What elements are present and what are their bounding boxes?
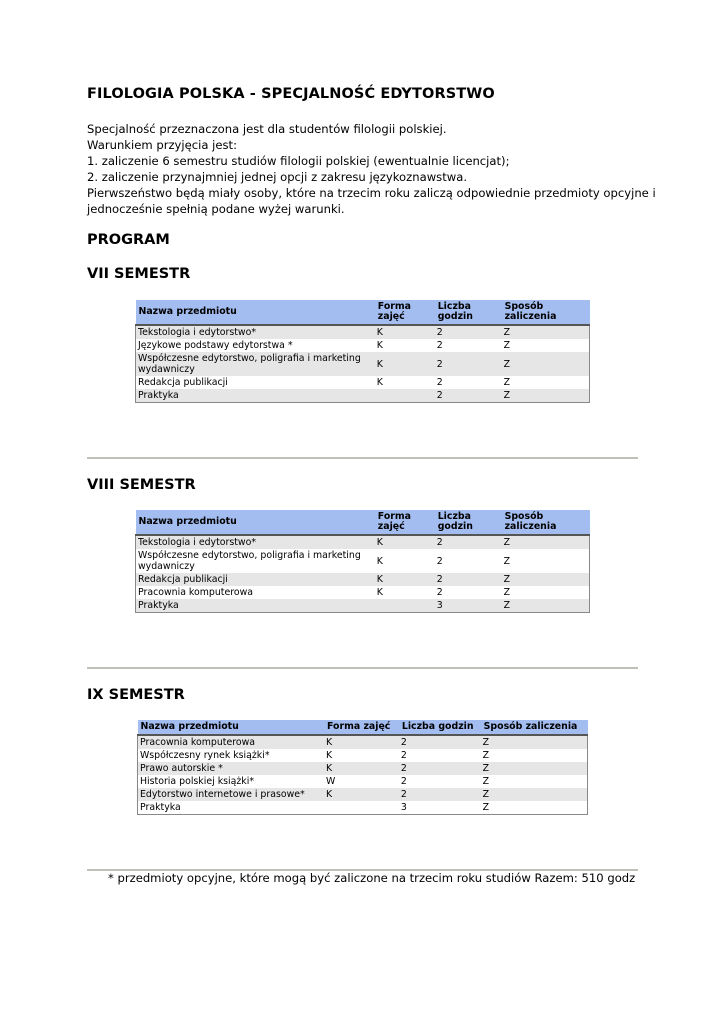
table-cell: K [375, 352, 435, 376]
table-cell: 2 [435, 535, 502, 549]
intro-line: Warunkiem przyjęcia jest: [87, 138, 237, 152]
table-cell: Praktyka [138, 801, 325, 815]
semester-table [135, 510, 590, 613]
table-cell: Z [481, 749, 588, 762]
table-cell: Z [481, 735, 588, 749]
table-row [136, 352, 590, 376]
table-cell: K [375, 339, 435, 352]
table-cell: Pracownia komputerowa [138, 735, 325, 749]
column-header: Forma zajęć [324, 720, 399, 735]
table-row [138, 762, 588, 775]
column-header: Liczba godzin [435, 510, 502, 535]
table-row [138, 735, 588, 749]
table-row [136, 389, 590, 403]
table-cell: 2 [435, 325, 502, 339]
semester-heading: IX SEMESTR [87, 687, 185, 703]
table-cell: 3 [399, 801, 481, 815]
table-cell: Z [502, 549, 590, 573]
table-cell: Z [502, 325, 590, 339]
table-cell: K [375, 325, 435, 339]
table-cell: K [375, 535, 435, 549]
column-header: Nazwa przedmiotu [136, 510, 375, 535]
table-cell: K [324, 749, 399, 762]
table-header-row [138, 720, 588, 735]
table-cell: Prawo autorskie * [138, 762, 325, 775]
table-cell: 2 [399, 749, 481, 762]
table-cell: Z [502, 376, 590, 389]
semester-table [135, 300, 590, 403]
table-cell: 2 [435, 376, 502, 389]
column-header: Liczba godzin [399, 720, 481, 735]
table-cell: Z [481, 801, 588, 815]
table-cell: 2 [399, 762, 481, 775]
semester-heading: VII SEMESTR [87, 266, 191, 282]
table-cell: Z [502, 573, 590, 586]
table-cell: Praktyka [136, 599, 375, 613]
table-row [136, 325, 590, 339]
table-cell [324, 801, 399, 815]
footnote: * przedmioty opcyjne, które mogą być zaliczone na trzecim roku studiów Razem: 510 godz [108, 871, 636, 885]
table-header-row [136, 510, 590, 535]
table-cell: Z [502, 586, 590, 599]
table-row [136, 535, 590, 549]
intro-line: Pierwszeństwo będą miały osoby, które na trzecim roku zaliczą odpowiednie przedmioty opcyjne i [87, 186, 656, 200]
table-cell: 2 [435, 549, 502, 573]
table-cell: Redakcja publikacji [136, 376, 375, 389]
table-cell: K [375, 376, 435, 389]
page-title: FILOLOGIA POLSKA - SPECJALNOŚĆ EDYTORSTWO [87, 86, 495, 102]
table-cell: 2 [399, 735, 481, 749]
table-cell: Tekstologia i edytorstwo* [136, 535, 375, 549]
table-cell: Współczesny rynek książki* [138, 749, 325, 762]
table-cell: Z [502, 535, 590, 549]
table-cell: Praktyka [136, 389, 375, 403]
table-cell: Pracownia komputerowa [136, 586, 375, 599]
column-header: Forma zajęć [375, 510, 435, 535]
section-divider [87, 457, 638, 459]
table-cell [375, 389, 435, 403]
table-cell [375, 599, 435, 613]
table-cell: K [324, 735, 399, 749]
table-cell: 2 [435, 339, 502, 352]
table-row [138, 775, 588, 788]
table-row [138, 749, 588, 762]
semester-table [137, 720, 588, 815]
column-header: Sposób zaliczenia [481, 720, 588, 735]
table-row [138, 788, 588, 801]
table-header-row [136, 300, 590, 325]
table-cell: Współczesne edytorstwo, poligrafia i marketing wydawniczy [136, 352, 375, 376]
table-cell: Z [502, 352, 590, 376]
table-row [136, 549, 590, 573]
table-cell: Językowe podstawy edytorstwa * [136, 339, 375, 352]
table-cell: Współczesne edytorstwo, poligrafia i marketing wydawniczy [136, 549, 375, 573]
table-row [138, 801, 588, 815]
column-header: Liczba godzin [435, 300, 502, 325]
table-cell: 3 [435, 599, 502, 613]
intro-line: 1. zaliczenie 6 semestru studiów filologii polskiej (ewentualnie licencjat); [87, 154, 510, 168]
table-row [136, 586, 590, 599]
table-row [136, 339, 590, 352]
column-header: Forma zajęć [375, 300, 435, 325]
table-cell: Z [481, 775, 588, 788]
intro-line: Specjalność przeznaczona jest dla studentów filologii polskiej. [87, 122, 447, 136]
table-cell: Historia polskiej książki* [138, 775, 325, 788]
table-cell: Z [481, 762, 588, 775]
table-row [136, 573, 590, 586]
section-divider [87, 667, 638, 669]
table-cell: Edytorstwo internetowe i prasowe* [138, 788, 325, 801]
table-cell: 2 [435, 586, 502, 599]
table-cell: Redakcja publikacji [136, 573, 375, 586]
table-cell: 2 [435, 352, 502, 376]
table-cell: Z [502, 599, 590, 613]
table-cell: Z [502, 339, 590, 352]
intro-text [87, 121, 656, 217]
table-cell: K [375, 549, 435, 573]
column-header: Sposób zaliczenia [502, 510, 590, 535]
table-cell: K [324, 788, 399, 801]
table-cell: 2 [399, 775, 481, 788]
column-header: Nazwa przedmiotu [136, 300, 375, 325]
table-cell: 2 [435, 573, 502, 586]
table-row [136, 599, 590, 613]
table-cell: K [324, 762, 399, 775]
table-cell: K [375, 573, 435, 586]
program-heading: PROGRAM [87, 232, 170, 248]
semester-heading: VIII SEMESTR [87, 477, 196, 493]
table-cell: W [324, 775, 399, 788]
table-cell: 2 [399, 788, 481, 801]
table-row [136, 376, 590, 389]
column-header: Sposób zaliczenia [502, 300, 590, 325]
table-cell: K [375, 586, 435, 599]
table-cell: Z [481, 788, 588, 801]
intro-line: jednocześnie spełnią podane wyżej warunki. [87, 202, 345, 216]
table-cell: 2 [435, 389, 502, 403]
intro-line: 2. zaliczenie przynajmniej jednej opcji z zakresu językoznawstwa. [87, 170, 468, 184]
table-cell: Tekstologia i edytorstwo* [136, 325, 375, 339]
column-header: Nazwa przedmiotu [138, 720, 325, 735]
table-cell: Z [502, 389, 590, 403]
